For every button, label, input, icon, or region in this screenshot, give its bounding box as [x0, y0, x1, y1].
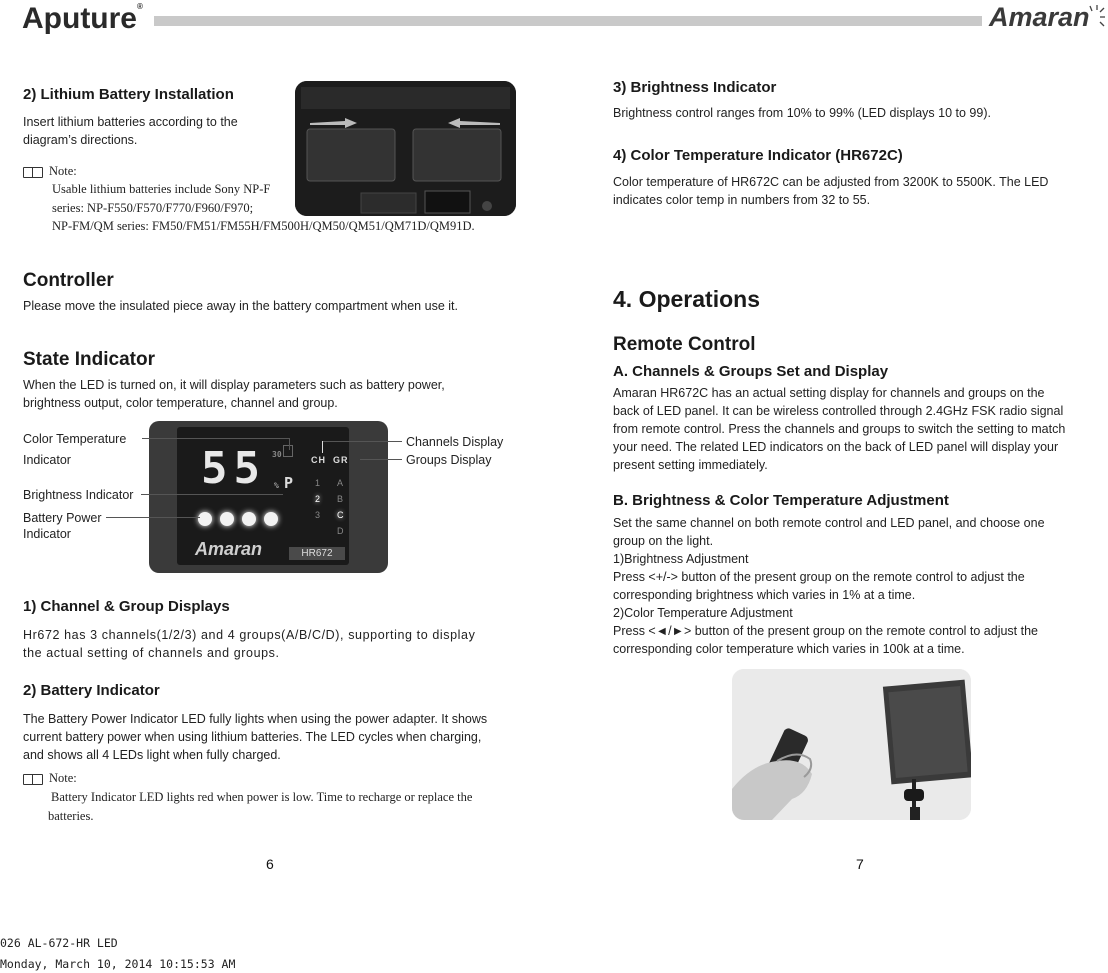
group-letters: A B C D [337, 478, 344, 536]
battery-indicator-title: 2) Battery Indicator [23, 682, 160, 699]
footer-filename: 026 AL-672-HR LED [0, 936, 118, 950]
callout-line-color-temp [142, 438, 290, 439]
battery-led-4 [264, 512, 278, 526]
battery-note-label: Note: [23, 162, 77, 181]
state-indicator-title: State Indicator [23, 349, 155, 370]
callout-line-color-temp-v [289, 438, 290, 450]
operations-title: 4. Operations [613, 286, 760, 312]
remote-control-photo [732, 669, 971, 820]
battery-indicator-note-label: Note: [23, 769, 77, 788]
channels-groups-text: Amaran HR672C has an actual setting display for channels and groups on the back of LED panel. It can be wireless controlled through 2.4GHz FSK radio signal from remote control. Press the channels and groups to switch the setting to match your need. The related LED indicators on the back of LED panel will display your present setting immediately. [613, 386, 1066, 472]
brightness-indicator-title: 3) Brightness Indicator [613, 79, 777, 96]
color-temp-led [283, 445, 293, 457]
callout-groups: Groups Display [406, 453, 492, 467]
aputure-logo: Aputure® [22, 2, 143, 35]
brightness-color-text: Set the same channel on both remote control and LED panel, and choose one group on the light. 1)Brightness Adjustment Press <+/-> button of the present group on the remote control to adjust the corresponding brightness which varies in 1% at a time. 2)Color Temperature Adjustment Press <◄/►> button of the present group on the remote control to adjust the corresponding color temperature which varies in 100k at a time. [613, 516, 1045, 656]
battery-led-1 [198, 512, 212, 526]
battery-led-3 [242, 512, 256, 526]
battery-install-title: 2) Lithium Battery Installation [23, 86, 234, 103]
control-panel [149, 421, 388, 573]
book-icon [23, 167, 43, 178]
channel-group-labels: CH GR [311, 455, 349, 465]
panel-brand: Amaran [195, 539, 263, 559]
channel-group-text: Hr672 has 3 channels(1/2/3) and 4 groups(A/B/C/D), supporting to display the actual setting of channels and groups. [23, 628, 476, 660]
battery-compartment-photo [295, 81, 516, 216]
callout-brightness: Brightness Indicator [23, 488, 134, 502]
sunburst-icon [1088, 4, 1106, 30]
callout-line-brightness [141, 494, 283, 495]
brightness-indicator-text: Brightness control ranges from 10% to 99% (LED displays 10 to 99). [613, 106, 991, 120]
callout-line-battery [106, 517, 200, 518]
callout-line-channels-v [322, 441, 323, 453]
brightness-color-title: B. Brightness & Color Temperature Adjustment [613, 492, 949, 509]
color-temp-title: 4) Color Temperature Indicator (HR672C) [613, 147, 903, 164]
header-bar [154, 16, 982, 26]
panel-model: HR672 [289, 547, 345, 560]
controller-text: Please move the insulated piece away in the battery compartment when use it. [23, 299, 458, 313]
channels-groups-title: A. Channels & Groups Set and Display [613, 363, 889, 380]
channel-group-title: 1) Channel & Group Displays [23, 598, 230, 615]
controller-title: Controller [23, 270, 114, 291]
p-indicator: P [284, 474, 294, 492]
battery-note-text: Usable lithium batteries include Sony NP-F series: NP-F550/F570/F770/F960/F970; NP-FM/QM series: FM50/FM51/FM55H/FM500H/QM50/QM51/QM71D/QM91D. [52, 182, 475, 233]
battery-indicator-note: Battery Indicator LED lights red when power is low. Time to recharge or replace the batteries. [48, 790, 473, 823]
small-number: 30 [272, 450, 282, 459]
callout-color-temp-2: Indicator [23, 453, 71, 467]
battery-indicator-text: The Battery Power Indicator LED fully lights when using the power adapter. It shows current battery power when using lithium batteries. The LED cycles when charging, and shows all 4 LEDs light when fully charged. [23, 712, 488, 762]
page-number-left: 6 [266, 856, 274, 872]
callout-channels: Channels Display [406, 435, 504, 449]
color-temp-text: Color temperature of HR672C can be adjusted from 3200K to 5500K. The LED indicates color temp in numbers from 32 to 55. [613, 175, 1049, 207]
footer-timestamp: Monday, March 10, 2014 10:15:53 AM [0, 957, 236, 971]
page-number-right: 7 [856, 856, 864, 872]
channel-numbers: 1 2 3 [315, 478, 321, 520]
callout-battery: Battery Power Indicator [23, 511, 102, 541]
amaran-logo: Amaran [989, 2, 1090, 32]
battery-compartment-illustration [295, 81, 516, 216]
battery-install-text: Insert lithium batteries according to the diagram’s directions. [23, 115, 238, 147]
callout-line-channels [322, 441, 402, 442]
battery-led-2 [220, 512, 234, 526]
callout-color-temp: Color Temperature [23, 432, 127, 446]
book-icon [23, 774, 43, 785]
remote-photo-illustration [732, 669, 971, 820]
percent-sign: % [274, 481, 279, 490]
remote-control-title: Remote Control [613, 334, 756, 355]
state-indicator-text: When the LED is turned on, it will display parameters such as battery power, brightness output, color temperature, channel and group. [23, 378, 445, 410]
callout-line-groups [360, 459, 402, 460]
brightness-digits: 55 [201, 443, 266, 494]
